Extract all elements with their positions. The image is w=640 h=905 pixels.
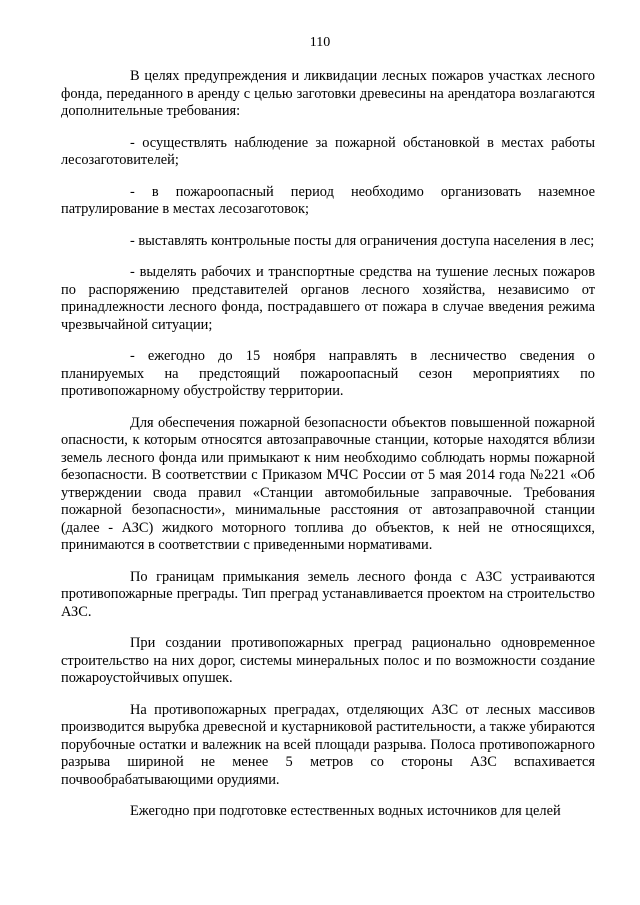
document-body	[61, 68, 595, 835]
page-number: 110	[309, 35, 331, 50]
list-item-control-posts: - выставлять контрольные посты для ограничения доступа населения в лес;	[130, 232, 595, 249]
list-item-patrol: - в пожароопасный период необходимо организовать наземное патрулирование в местах лесозаготовок;	[61, 183, 595, 217]
paragraph-water-sources: Ежегодно при подготовке естественных водных источников для целей	[130, 803, 561, 819]
list-item-annual-report: - ежегодно до 15 ноября направлять в лесничество сведения о планируемых на предстоящий пожароопасный сезон мероприятиях по противопожарному обустройству территории.	[61, 348, 595, 399]
paragraph-barrier-clearing: На противопожарных преградах, отделяющих АЗС от лесных массивов производится вырубка древесной и кустарниковой растительности, а также убираются порубочные остатки и валежник на всей площади разрыва. Полоса противопожарного разрыва шириной не менее 5 метров со стороны АЗС вспахивается почвообрабатывающими орудиями.	[61, 701, 595, 788]
paragraph-barriers-creation: При создании противопожарных преград рационально одновременное строительство на них дорог, системы минеральных полос и по возможности создание пожароустойчивых опушек.	[61, 635, 595, 686]
paragraph-fuel-stations: Для обеспечения пожарной безопасности объектов повышенной пожарной опасности, к которым относятся автозаправочные станции, которые находятся вблизи земель лесного фонда или примыкают к ним необходимо соблюдать нормы пожарной безопасности. В соответствии с Приказом МЧС России от 5 мая 2014 года №221 «Об утверждении свода правил «Станции автомобильные заправочные. Требования пожарной безопасности», минимальные расстояния от автозаправочной станции (далее - АЗС) жидкого моторного топлива до объектов, к ней не относящихся, принимаются в соответствии с приведенными нормативами.	[61, 414, 595, 553]
paragraph-boundaries: По границам примыкания земель лесного фонда с АЗС устраиваются противопожарные преграды. Тип преград устанавливается проектом на строительство АЗС.	[61, 568, 595, 620]
paragraph-intro: В целях предупреждения и ликвидации лесных пожаров участках лесного фонда, переданного в аренду с целью заготовки древесины на арендатора возлагаются дополнительные требования:	[61, 68, 595, 119]
list-item-workers-vehicles: - выделять рабочих и транспортные средства на тушение лесных пожаров по распоряжению представителей органов лесного хозяйства, независимо от принадлежности лесного фонда, пострадавшего от пожара в случае введения режима чрезвычайной ситуации;	[61, 264, 595, 333]
list-item-observation: - осуществлять наблюдение за пожарной обстановкой в местах работы лесозаготовителей;	[61, 134, 595, 168]
